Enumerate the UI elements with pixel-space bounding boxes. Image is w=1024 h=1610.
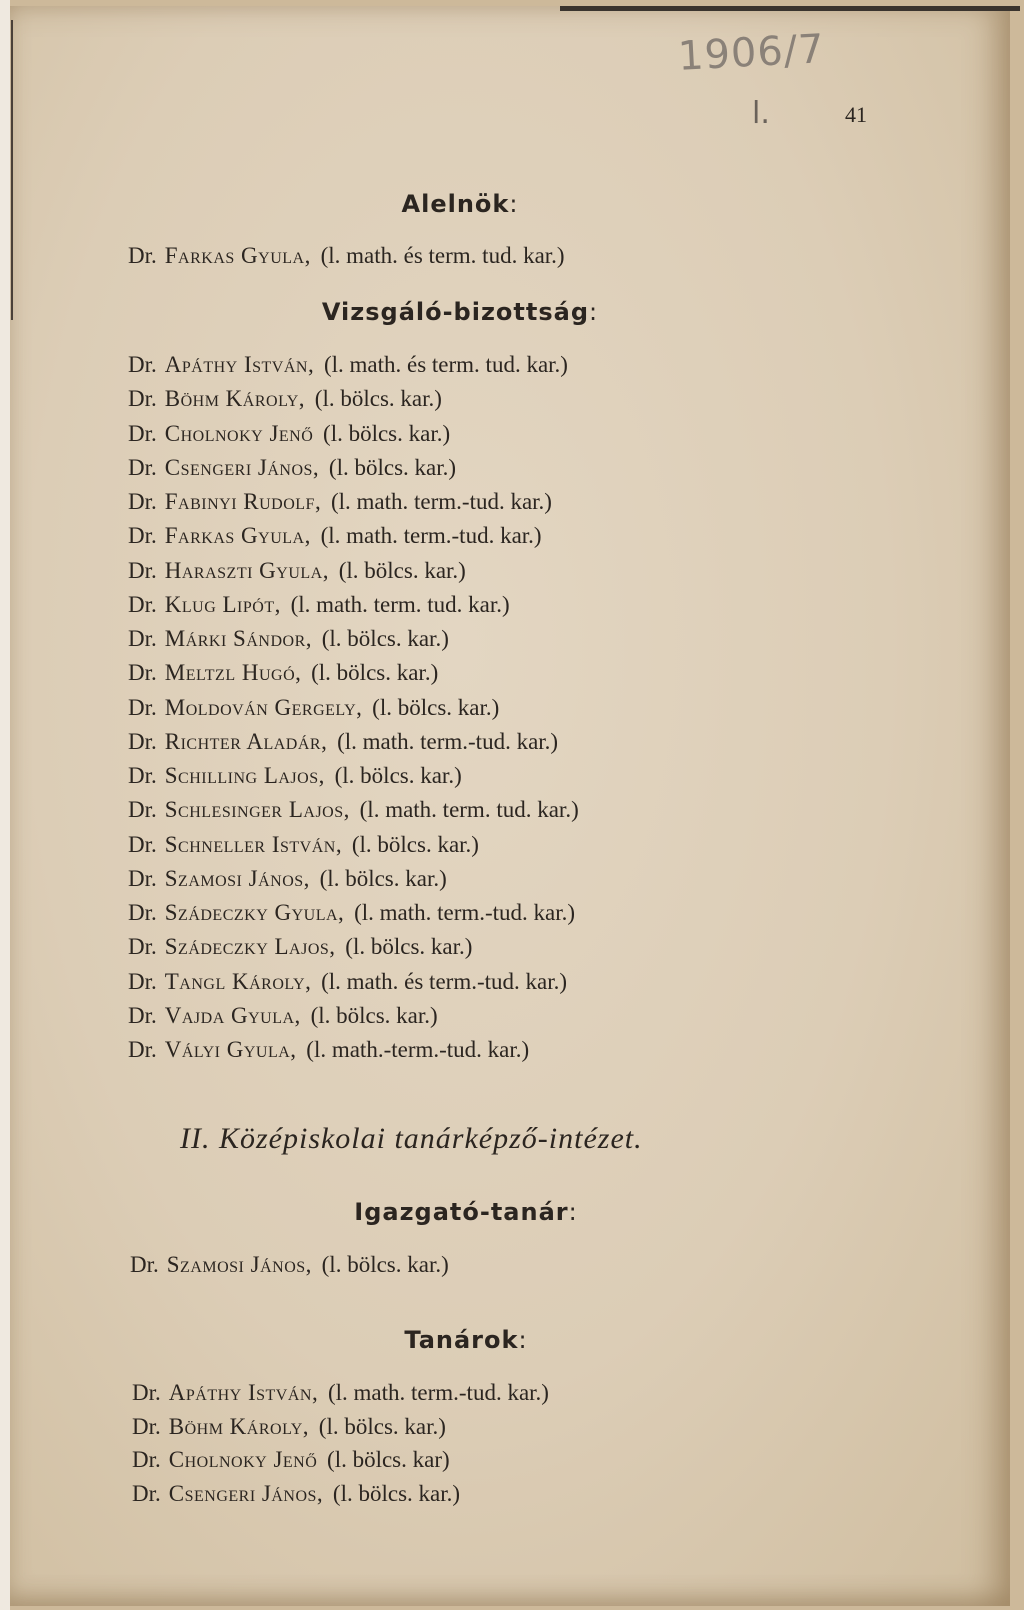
entry-prefix: Dr.	[132, 1447, 161, 1472]
entry-prefix: Dr.	[128, 660, 157, 686]
entry-faculty: (l. math. és term.-tud. kar.)	[321, 968, 568, 994]
entry-faculty: (l. bölcs. kar.)	[311, 660, 439, 686]
entry-faculty: (l. math. term.-tud. kar.)	[327, 1380, 549, 1405]
list-item	[130, 1252, 449, 1278]
entry-name: Cholnoky Jenő	[168, 1447, 318, 1472]
list-item	[128, 592, 510, 618]
pencil-tick-mark: l.	[752, 96, 770, 131]
entry-name: Böhm Károly,	[168, 1413, 310, 1439]
list-item	[128, 934, 472, 960]
entry-prefix: Dr.	[130, 1252, 159, 1277]
entry-name: Szamosi János,	[164, 865, 310, 891]
list-item	[132, 1447, 450, 1473]
entry-prefix: Dr.	[128, 1037, 157, 1062]
list-item	[128, 523, 542, 549]
list-item	[128, 866, 447, 892]
heading-tanarok-text: Tanárok	[404, 1326, 519, 1354]
list-item	[132, 1414, 446, 1440]
entry-name: Fabinyi Rudolf,	[164, 489, 322, 514]
entry-name: Vályi Gyula,	[164, 1037, 297, 1062]
page-number: 41	[845, 102, 867, 127]
entry-prefix: Dr.	[128, 1002, 157, 1028]
entry-faculty: (l. bölcs. kar.)	[318, 1413, 446, 1439]
entry-faculty: (l. bölcs. kar.)	[314, 386, 442, 412]
entry-name: Schilling Lajos,	[164, 763, 325, 788]
entry-name: Böhm Károly,	[164, 386, 306, 412]
archive-pencil-mark: 1906/7	[676, 26, 826, 80]
entry-faculty: (l. math. és term. tud. kar.)	[320, 243, 565, 268]
entry-faculty: (l. math. term.-tud. kar.)	[320, 523, 542, 549]
entry-faculty: (l. math. term. tud. kar.)	[290, 591, 510, 617]
entry-prefix: Dr.	[132, 1413, 161, 1439]
entry-prefix: Dr.	[128, 557, 157, 583]
list-item	[128, 1037, 529, 1063]
entry-prefix: Dr.	[128, 763, 157, 788]
scan-left-margin	[0, 0, 10, 1610]
entry-prefix: Dr.	[128, 900, 157, 925]
list-item	[128, 695, 499, 721]
entry-faculty: (l. bölcs. kar)	[327, 1447, 450, 1472]
heading-alelnok: Alelnök:	[401, 190, 519, 218]
entry-prefix: Dr.	[132, 1380, 161, 1405]
list-item	[128, 421, 450, 447]
entry-faculty: (l. math. term. tud. kar.)	[359, 797, 579, 823]
list-item	[128, 729, 558, 755]
list-item	[128, 489, 552, 515]
entry-faculty: (l. bölcs. kar.)	[321, 626, 449, 651]
entry-faculty: (l. bölcs. kar.)	[310, 1002, 438, 1028]
entry-faculty: (l. bölcs. kar.)	[328, 454, 457, 480]
entry-name: Apáthy István,	[168, 1380, 319, 1405]
entry-name: Moldován Gergely,	[164, 694, 363, 720]
entry-name: Cholnoky Jenő	[164, 420, 314, 446]
list-item	[132, 1481, 460, 1507]
list-item	[128, 386, 442, 412]
entry-name: Vajda Gyula,	[164, 1002, 301, 1028]
entry-name: Meltzl Hugó,	[164, 660, 302, 686]
entry-faculty: (l. bölcs. kar.)	[338, 557, 466, 583]
section-title-ii: II. Középiskolai tanárképző-intézet.	[180, 1122, 643, 1155]
entry-prefix: Dr.	[128, 728, 157, 754]
entry-faculty: (l. math. term.-tud. kar.)	[354, 900, 576, 925]
entry-faculty: (l. bölcs. kar.)	[319, 865, 447, 891]
entry-name: Szádeczky Lajos,	[164, 934, 336, 960]
entry-name: Farkas Gyula,	[164, 523, 311, 549]
list-item	[128, 626, 449, 652]
entry-faculty: (l. math. és term. tud. kar.)	[323, 352, 568, 377]
entry-name: Farkas Gyula,	[164, 243, 311, 268]
entry-prefix: Dr.	[128, 420, 157, 446]
list-item	[128, 763, 462, 789]
list-item	[128, 352, 568, 378]
heading-tanarok: Tanárok:	[404, 1326, 528, 1354]
entry-name: Apáthy István,	[164, 352, 315, 377]
list-item	[128, 969, 567, 995]
list-item	[128, 1003, 438, 1029]
entry-prefix: Dr.	[132, 1480, 161, 1506]
list-item	[128, 660, 438, 686]
entry-name: Tangl Károly,	[164, 968, 312, 994]
list-item	[128, 797, 579, 823]
entry-faculty: (l. bölcs. kar.)	[351, 831, 479, 857]
entry-prefix: Dr.	[128, 626, 157, 651]
entry-name: Haraszti Gyula,	[164, 557, 329, 583]
entry-name: Szádeczky Gyula,	[164, 900, 345, 925]
entry-faculty: (l. bölcs. kar.)	[345, 934, 473, 960]
entry-name: Csengeri János,	[168, 1480, 324, 1506]
entry-name: Csengeri János,	[164, 454, 320, 480]
entry-prefix: Dr.	[128, 934, 157, 960]
entry-prefix: Dr.	[128, 865, 157, 891]
entry-prefix: Dr.	[128, 831, 157, 857]
entry-prefix: Dr.	[128, 591, 157, 617]
heading-alelnok-text: Alelnök	[401, 190, 510, 218]
scan-left-line	[11, 20, 13, 320]
entry-faculty: (l. math. term.-tud. kar.)	[337, 728, 559, 754]
scan-top-edge	[560, 6, 1020, 11]
heading-igazgato: Igazgató-tanár:	[354, 1198, 578, 1226]
entry-faculty: (l. bölcs. kar.)	[323, 420, 451, 446]
entry-faculty: (l. bölcs. kar.)	[334, 763, 462, 788]
list-item	[128, 900, 575, 926]
entry-prefix: Dr.	[128, 386, 157, 412]
entry-name: Márki Sándor,	[164, 626, 312, 651]
entry-faculty: (l. bölcs. kar.)	[321, 1252, 449, 1277]
entry-prefix: Dr.	[128, 352, 157, 377]
list-item	[128, 558, 466, 584]
entry-faculty: (l. bölcs. kar.)	[332, 1480, 461, 1506]
entry-prefix: Dr.	[128, 523, 157, 549]
entry-name: Schlesinger Lajos,	[164, 797, 350, 823]
entry-faculty: (l. bölcs. kar.)	[372, 694, 500, 720]
entry-name: Richter Aladár,	[164, 728, 328, 754]
entry-prefix: Dr.	[128, 694, 157, 720]
entry-name: Schneller István,	[164, 831, 343, 857]
heading-vizsgalo: Vizsgáló-bizottság:	[321, 298, 599, 326]
entry-name: Szamosi János,	[166, 1252, 312, 1277]
entry-faculty: (l. math.-term.-tud. kar.)	[306, 1037, 530, 1062]
list-item	[128, 243, 565, 269]
heading-vizsgalo-text: Vizsgáló-bizottság	[321, 298, 590, 326]
entry-faculty: (l. math. term.-tud. kar.)	[330, 489, 552, 514]
entry-prefix: Dr.	[128, 489, 157, 514]
entry-prefix: Dr.	[128, 797, 157, 823]
heading-igazgato-text: Igazgató-tanár	[354, 1198, 569, 1226]
entry-name: Klug Lipót,	[164, 591, 281, 617]
entry-prefix: Dr.	[128, 968, 157, 994]
entry-prefix: Dr.	[128, 243, 157, 268]
entry-prefix: Dr.	[128, 454, 157, 480]
list-item	[132, 1380, 549, 1406]
list-item	[128, 832, 479, 858]
list-item	[128, 455, 456, 481]
